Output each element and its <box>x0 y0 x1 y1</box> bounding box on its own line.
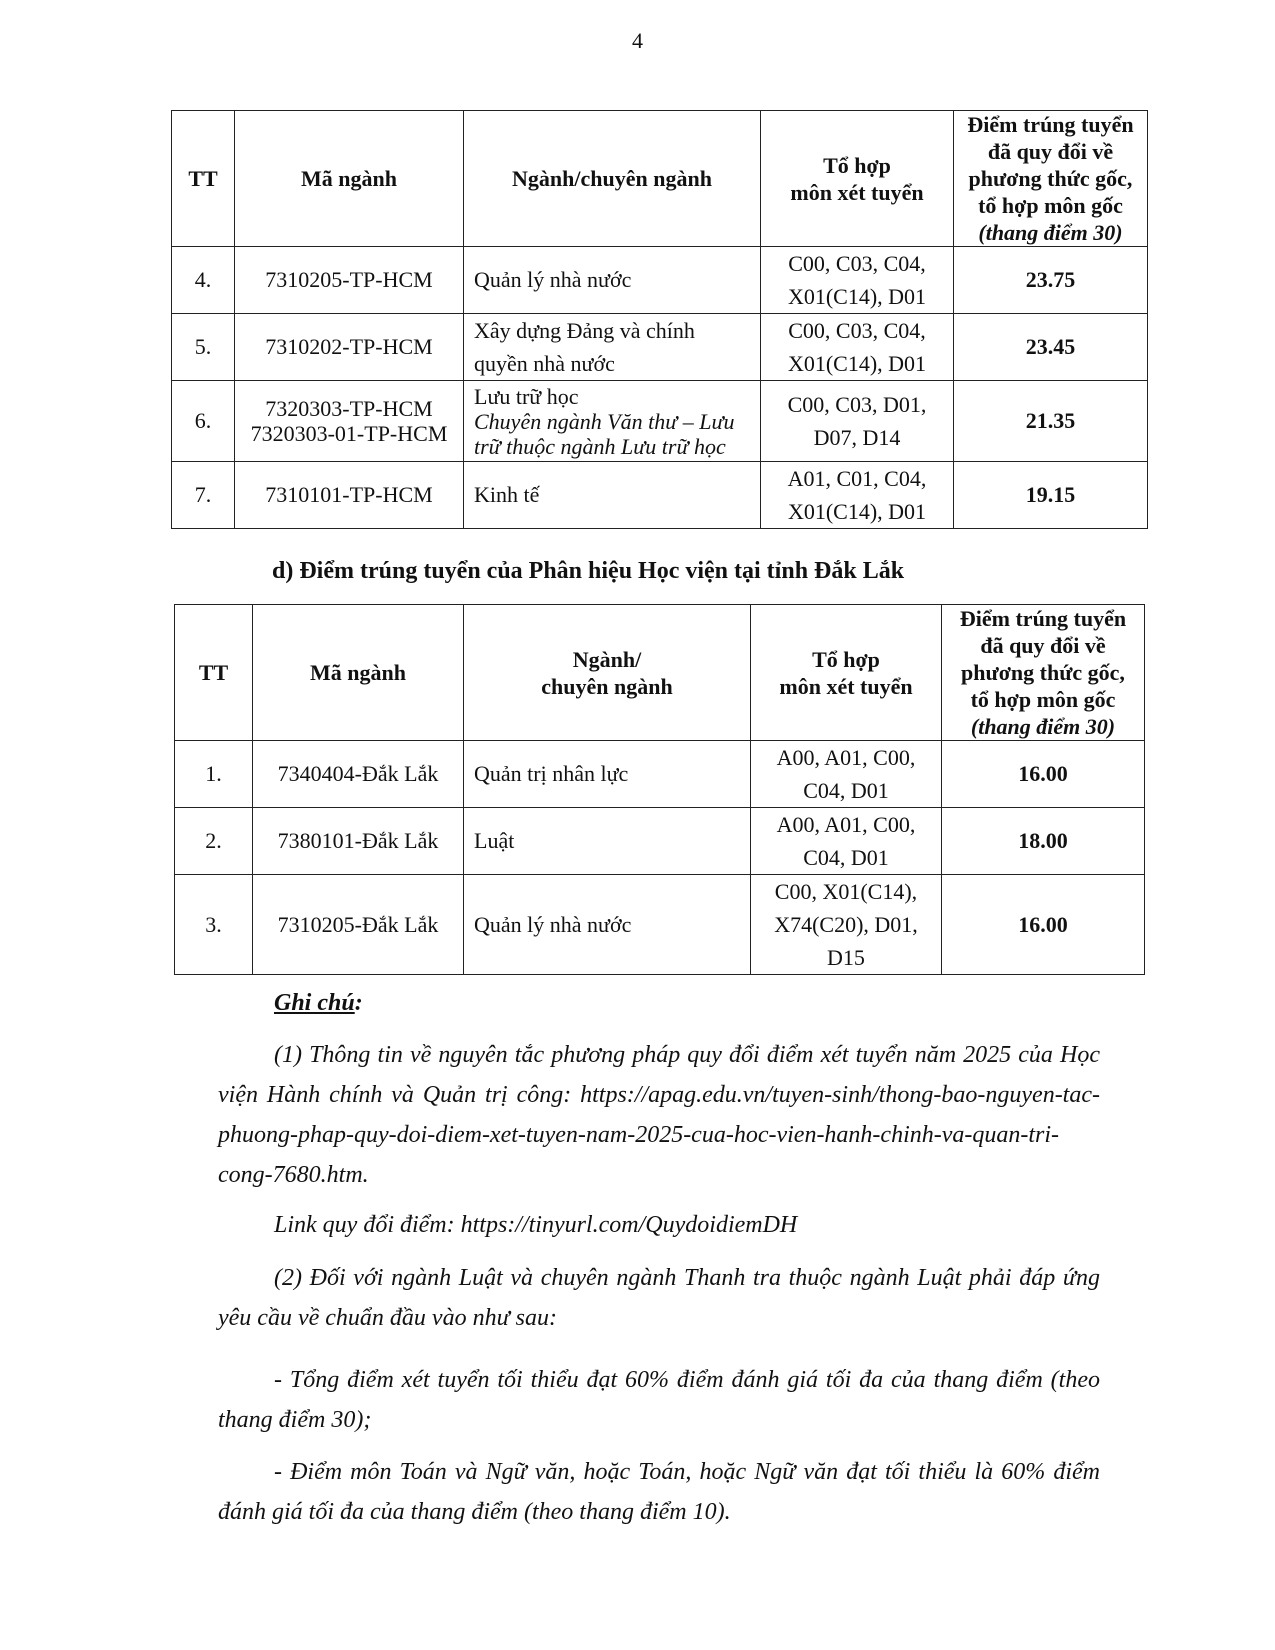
note-link: Link quy đổi điểm: https://tinyurl.com/QuydoidiemDH <box>274 1212 798 1238</box>
row-score: 23.45 <box>954 314 1148 381</box>
header-diem: Điểm trúng tuyển đã quy đổi về phương thức gốc, tổ hợp môn gốc (thang điểm 30) <box>942 605 1145 741</box>
row-score: 16.00 <box>942 741 1145 808</box>
row-major: Lưu trữ học Chuyên ngành Văn thư – Lưu trữ thuộc ngành Lưu trữ học <box>464 381 761 462</box>
header-nganh: Ngành/chuyên ngành <box>464 111 761 247</box>
row-score: 21.35 <box>954 381 1148 462</box>
notes-title: Ghi chú: <box>274 990 363 1016</box>
table-row <box>172 247 1148 314</box>
table-row <box>172 381 1148 462</box>
row-code: 7310205-Đắk Lắk <box>253 875 464 975</box>
row-major: Quản trị nhân lực <box>464 741 751 808</box>
row-combo: C00, C03, C04, X01(C14), D01 <box>761 314 954 381</box>
admission-score-table-hcm <box>171 110 1148 529</box>
row-tt: 2. <box>175 808 253 875</box>
row-score: 16.00 <box>942 875 1145 975</box>
header-nganh: Ngành/ chuyên ngành <box>464 605 751 741</box>
table-row <box>172 462 1148 529</box>
table-row <box>175 808 1145 875</box>
row-major: Xây dựng Đảng và chính quyền nhà nước <box>464 314 761 381</box>
row-score: 19.15 <box>954 462 1148 529</box>
note-1: (1) Thông tin về nguyên tắc phương pháp quy đổi điểm xét tuyển năm 2025 của Học viện Hành chính và Quản trị công: https://apag.edu.vn/tuyen-sinh/thong-bao-nguyen-tac-phuong-phap-quy-doi-diem-xet-tuyen-nam-2025-cua-hoc-vien-hanh-chinh-va-quan-tri-cong-7680.htm. <box>218 1042 1100 1188</box>
row-combo: A00, A01, C00, C04, D01 <box>751 808 942 875</box>
table-row <box>172 314 1148 381</box>
admission-score-table-dak-lak <box>174 604 1145 975</box>
row-combo: A01, C01, C04, X01(C14), D01 <box>761 462 954 529</box>
row-tt: 3. <box>175 875 253 975</box>
table-header-row <box>175 605 1145 741</box>
note-bullet-2: - Điểm môn Toán và Ngữ văn, hoặc Toán, hoặc Ngữ văn đạt tối thiểu là 60% điểm đánh giá tối đa của thang điểm (theo thang điểm 10). <box>218 1459 1100 1525</box>
section-d-heading: d) Điểm trúng tuyển của Phân hiệu Học viện tại tỉnh Đắk Lắk <box>272 558 905 584</box>
row-code: 7340404-Đắk Lắk <box>253 741 464 808</box>
header-to-hop: Tổ hợp môn xét tuyển <box>761 111 954 247</box>
row-tt: 6. <box>172 381 235 462</box>
row-combo: C00, C03, D01, D07, D14 <box>761 381 954 462</box>
row-tt: 4. <box>172 247 235 314</box>
note-bullet-1: - Tổng điểm xét tuyển tối thiểu đạt 60% điểm đánh giá tối đa của thang điểm (theo thang điểm 30); <box>218 1367 1100 1433</box>
page-number: 4 <box>632 28 643 53</box>
row-major: Quản lý nhà nước <box>464 875 751 975</box>
table-row <box>175 741 1145 808</box>
row-combo: C00, C03, C04, X01(C14), D01 <box>761 247 954 314</box>
header-tt: TT <box>172 111 235 247</box>
row-code: 7320303-TP-HCM 7320303-01-TP-HCM <box>235 381 464 462</box>
header-diem: Điểm trúng tuyển đã quy đổi về phương thức gốc, tổ hợp môn gốc (thang điểm 30) <box>954 111 1148 247</box>
row-score: 18.00 <box>942 808 1145 875</box>
row-tt: 5. <box>172 314 235 381</box>
row-combo: A00, A01, C00, C04, D01 <box>751 741 942 808</box>
row-code: 7380101-Đắk Lắk <box>253 808 464 875</box>
table-row <box>175 875 1145 975</box>
header-tt: TT <box>175 605 253 741</box>
row-major: Luật <box>464 808 751 875</box>
row-code: 7310202-TP-HCM <box>235 314 464 381</box>
row-code: 7310101-TP-HCM <box>235 462 464 529</box>
note-2: (2) Đối với ngành Luật và chuyên ngành Thanh tra thuộc ngành Luật phải đáp ứng yêu cầu về chuẩn đầu vào như sau: <box>218 1265 1100 1331</box>
header-to-hop: Tổ hợp môn xét tuyển <box>751 605 942 741</box>
header-ma-nganh: Mã ngành <box>253 605 464 741</box>
row-major: Kinh tế <box>464 462 761 529</box>
row-tt: 7. <box>172 462 235 529</box>
row-tt: 1. <box>175 741 253 808</box>
row-score: 23.75 <box>954 247 1148 314</box>
header-ma-nganh: Mã ngành <box>235 111 464 247</box>
row-combo: C00, X01(C14), X74(C20), D01, D15 <box>751 875 942 975</box>
row-major: Quản lý nhà nước <box>464 247 761 314</box>
table-header-row <box>172 111 1148 247</box>
row-code: 7310205-TP-HCM <box>235 247 464 314</box>
